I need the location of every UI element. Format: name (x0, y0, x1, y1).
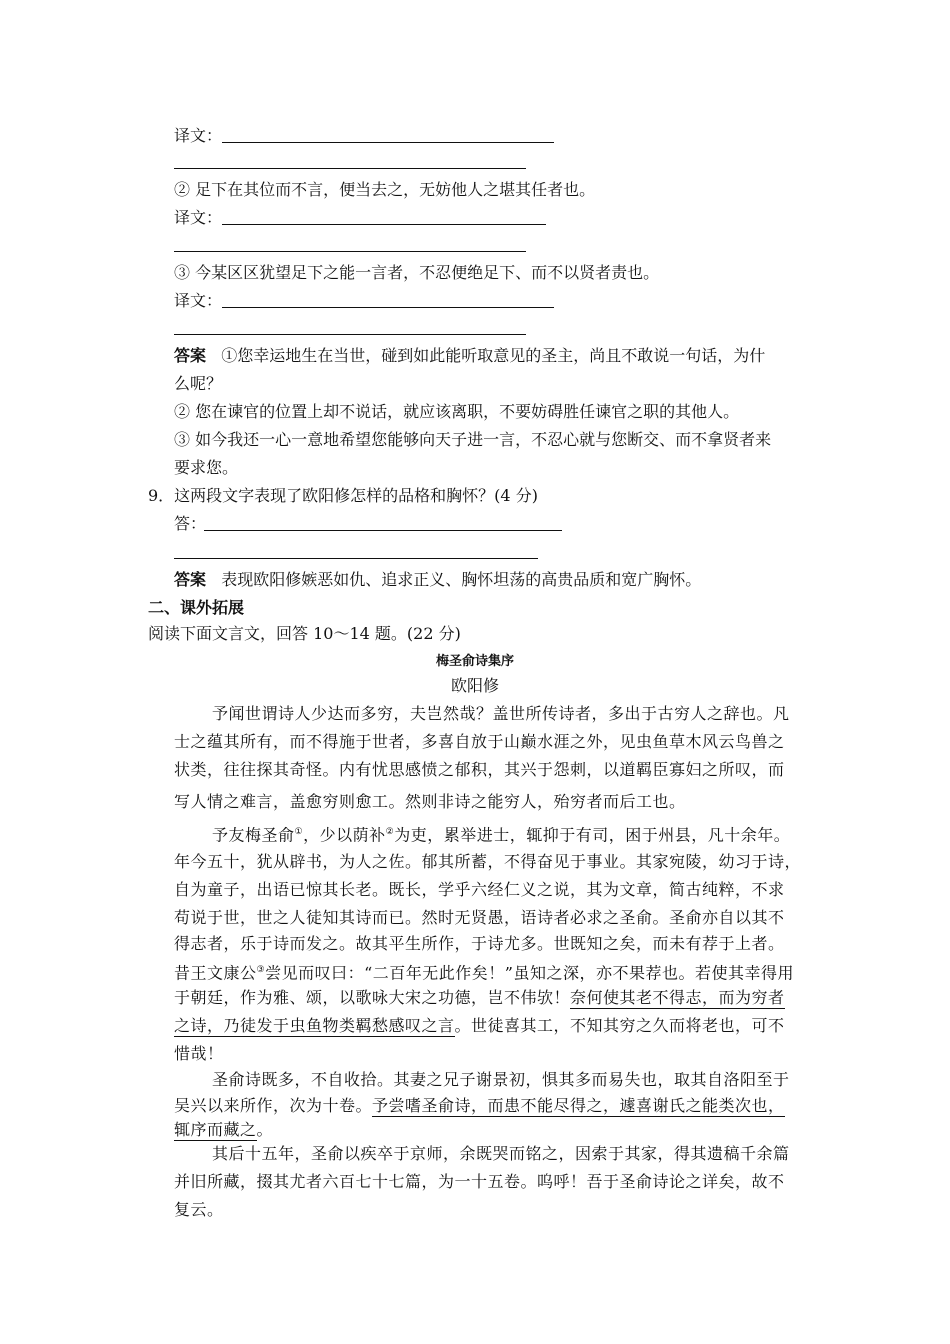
answer-9 (174, 570, 701, 590)
passage-line: 圣俞诗既多，不自收拾。其妻之兄子谢景初，惧其多而易失也，取其自洛阳至于 (212, 1070, 790, 1089)
answer-blank[interactable] (174, 168, 526, 169)
passage-line: 士之蕴其所有，而不得施于世者，多喜自放于山巅水涯之外，见虫鱼草木风云鸟兽之 (174, 732, 785, 751)
sentence-2: ② 足下在其位而不言，便当去之，无妨他人之堪其任者也。 (174, 180, 596, 199)
passage-line (174, 988, 785, 1008)
passage-line (174, 960, 794, 983)
text-run: 。 (256, 1120, 274, 1139)
passage-title: 梅圣俞诗集序 (435, 654, 514, 669)
underlined-sentence: 予尝嗜圣俞诗，而患不能尽得之，遽喜谢氏之能类次也， (372, 1096, 785, 1115)
sentence-3: ③ 今某区区犹望足下之能一言者，不忍便绝足下、而不以贤者责也。 (174, 263, 660, 282)
passage-line: 得志者，乐于诗而发之。故其平生所作，于诗尤多。世既知之矣，而未有荐于上者。 (174, 934, 785, 953)
answer-blank[interactable] (222, 224, 546, 225)
passage-line: 予闻世谓诗人少达而多穷，夫岂然哉？盖世所传诗者，多出于古穷人之辞也。凡 (212, 704, 790, 723)
answer-line-2: ② 您在谏官的位置上却不说话，就应该离职，不要妨碍胜任谏官之职的其他人。 (174, 402, 740, 421)
text-run: 为吏，累举进士，辄抑于有司，困于州县，凡十余年。 (394, 825, 791, 845)
answer-text: 表现欧阳修嫉恶如仇、追求正义、胸怀坦荡的高贵品质和宽广胸怀。 (221, 570, 702, 589)
text-run: 于朝廷，作为雅、颂，以歌咏大宋之功德，岂不伟欤！ (174, 988, 571, 1007)
answer-blank[interactable] (174, 334, 526, 335)
section-heading: 二、课外拓展 (148, 598, 245, 617)
answer-blank[interactable] (222, 307, 554, 308)
answer-label: 答案 (174, 346, 207, 365)
passage-line: 年今五十，犹从辟书，为人之佐。郁其所蓄，不得奋见于事业。其家宛陵，幼习于诗， (174, 852, 802, 871)
passage-line: 其后十五年，圣俞以疾卒于京师，余既哭而铭之，因索于其家，得其遗稿千余篇 (212, 1144, 790, 1163)
passage-line: 状类，往往探其奇怪。内有忧思感愤之郁积，其兴于怨刺，以道羁臣寡妇之所叹，而 (174, 760, 785, 779)
translation-label-3: 译文： (174, 291, 223, 310)
passage-line: 复云。 (174, 1200, 224, 1219)
passage-author: 欧阳修 (450, 676, 499, 695)
underlined-sentence: 奈何使其老不得志，而为穷者 (570, 988, 785, 1007)
text-run: ，少以荫补 (303, 825, 386, 845)
text-run: 吴兴以来所作，次为十卷。 (174, 1096, 373, 1115)
footnote-marker: ② (385, 827, 395, 837)
passage-line: 写人情之难言，盖愈穷则愈工。然则非诗之能穷人，殆穷者而后工也。 (174, 792, 686, 811)
passage-line (174, 1120, 273, 1140)
passage-line: 自为童子，出语已惊其长老。既长，学乎六经仁义之说，其为文章，简古纯粹，不求 (174, 880, 785, 899)
footnote-marker: ③ (256, 965, 266, 975)
text-run: 尝见而叹曰：“二百年无此作矣！”虽知之深，亦不果荐也。若使其幸得用 (265, 963, 794, 983)
passage-line: 惜哉！ (174, 1044, 224, 1063)
question-9: 9．这两段文字表现了欧阳修怎样的品格和胸怀？(4 分) (148, 486, 538, 505)
translation-label-1: 译文： (174, 126, 223, 145)
answer-line-3: ③ 如今我还一心一意地希望您能够向天子进一言，不忍心就与您断交、而不拿贤者来 (174, 430, 772, 449)
passage-line: 并旧所藏，掇其尤者六百七十七篇，为一十五卷。呜呼！吾于圣俞诗论之详矣，故不 (174, 1172, 785, 1191)
answer-blank[interactable] (204, 530, 562, 531)
answer-label: 答案 (174, 570, 207, 589)
answer-line-1b: 么呢？ (174, 374, 223, 393)
translation-label-2: 译文： (174, 208, 223, 227)
answer-blank[interactable] (222, 142, 554, 143)
answer-prompt: 答： (174, 514, 207, 533)
underlined-sentence: 之诗，乃徒发于虫鱼物类羁愁感叹之言 (174, 1016, 455, 1035)
text-run: 予友梅圣俞 (212, 825, 295, 845)
section-instruction: 阅读下面文言文，回答 10～14 题。(22 分) (148, 624, 461, 643)
answer-line-3b: 要求您。 (174, 458, 239, 477)
passage-line (212, 822, 790, 845)
text-run: 。世徒喜其工，不知其穷之久而将老也，可不 (454, 1016, 785, 1035)
text-run: 昔王文康公 (174, 963, 257, 983)
footnote-marker: ① (294, 827, 304, 837)
passage-line (174, 1016, 785, 1036)
answer-text: ①您幸运地生在当世，碰到如此能听取意见的圣主，尚且不敢说一句话，为什 (221, 346, 766, 365)
passage-line (174, 1096, 785, 1116)
answer-blank[interactable] (174, 558, 538, 559)
answer-line-1 (174, 346, 765, 366)
underlined-sentence: 辄序而藏之 (174, 1120, 257, 1139)
passage-line: 苟说于世，世之人徒知其诗而已。然时无贤愚，语诗者必求之圣俞。圣俞亦自以其不 (174, 908, 785, 927)
answer-blank[interactable] (174, 251, 526, 252)
